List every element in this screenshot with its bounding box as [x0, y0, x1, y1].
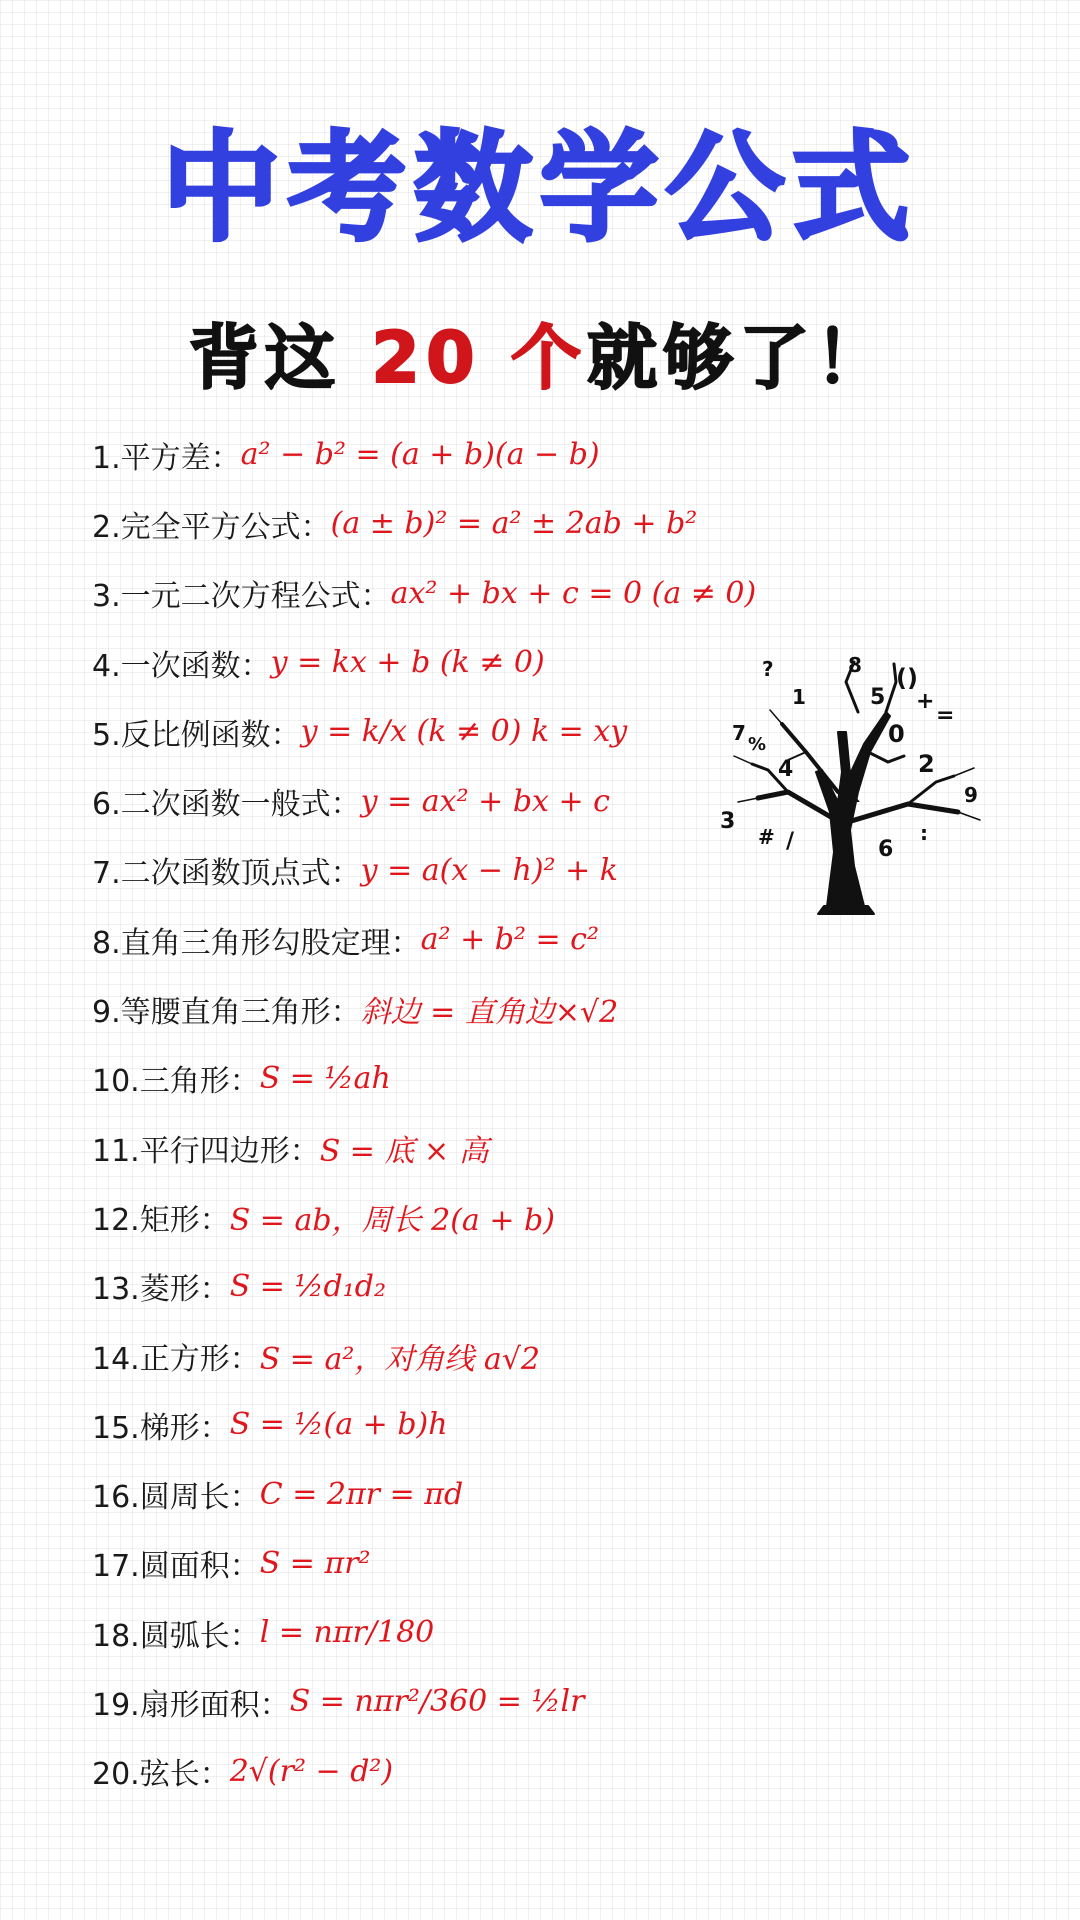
symbol-colon: :: [920, 821, 928, 845]
formula-expression: S = a²，对角线 a√2: [259, 1341, 541, 1377]
formula-expression: S = ab，周长 2(a + b): [229, 1202, 555, 1238]
formula-item: [92, 1252, 992, 1321]
formula-label: 3.一元二次方程公式：: [92, 579, 391, 615]
page-subtitle: [0, 318, 1080, 398]
formula-expression: (a ± b)² = a² ± 2ab + b²: [330, 506, 698, 542]
symbol-equals: =: [936, 703, 955, 728]
symbol-plus: +: [916, 689, 935, 714]
formula-item: [92, 1113, 992, 1182]
symbol-8: 8: [848, 653, 862, 677]
symbol-5: 5: [870, 685, 886, 710]
math-tree-icon: [718, 652, 988, 922]
symbol-2: 2: [918, 750, 935, 778]
formula-expression: C = 2πr = πd: [259, 1476, 464, 1512]
formula-item: [92, 1459, 992, 1528]
formula-item: [92, 1529, 992, 1598]
formula-item: [92, 1044, 992, 1113]
formula-expression: a² − b² = (a + b)(a − b): [240, 437, 600, 473]
formula-label: 11.平行四边形：: [92, 1133, 320, 1169]
symbol-0: 0: [888, 720, 905, 748]
formula-label: 20.弦长：: [92, 1757, 230, 1793]
formula-item: [92, 1667, 992, 1736]
formula-label: 6.二次函数一般式：: [92, 787, 361, 823]
formula-expression: y = k/x (k ≠ 0) k = xy: [300, 714, 628, 750]
formula-expression: l = nπr/180: [259, 1615, 435, 1651]
formula-expression: S = nπr²/360 = ½lr: [289, 1684, 585, 1720]
formula-item: [92, 420, 992, 489]
formula-item: [92, 1737, 992, 1806]
symbol-question: ?: [762, 657, 774, 681]
formula-expression: y = a(x − h)² + k: [360, 852, 618, 888]
page-title: 中考数学公式: [161, 119, 918, 257]
formula-expression: a² + b² = c²: [420, 922, 600, 958]
symbol-7: 7: [732, 721, 746, 745]
formula-item: [92, 559, 992, 628]
formula-expression: 2√(r² − d²): [229, 1753, 394, 1789]
symbol-slash: /: [786, 829, 795, 854]
formula-item: [92, 1182, 992, 1251]
formula-expression: S = 底 × 高: [319, 1133, 489, 1169]
formula-item: [92, 1321, 992, 1390]
symbol-1: 1: [792, 685, 806, 709]
formula-item: [92, 1390, 992, 1459]
formula-label: 19.扇形面积：: [92, 1687, 290, 1723]
symbol-percent: %: [748, 734, 767, 755]
formula-expression: S = πr²: [259, 1545, 371, 1581]
formula-label: 4.一次函数：: [92, 648, 271, 684]
formula-item: [92, 1598, 992, 1667]
subtitle-prefix: 背这: [188, 317, 372, 399]
symbol-x: x: [846, 783, 861, 808]
formula-label: 9.等腰直角三角形：: [92, 995, 361, 1031]
formula-label: 1.平方差：: [92, 440, 241, 476]
formula-label: 12.矩形：: [92, 1202, 230, 1238]
symbol-6: 6: [878, 837, 894, 862]
formula-expression: 斜边 = 直角边×√2: [360, 995, 619, 1031]
formula-list: [92, 420, 992, 1806]
subtitle-highlight: 20 个: [371, 317, 588, 399]
formula-label: 15.梯形：: [92, 1410, 230, 1446]
formula-label: 14.正方形：: [92, 1341, 260, 1377]
formula-label: 18.圆弧长：: [92, 1618, 260, 1654]
symbol-3: 3: [720, 809, 736, 834]
formula-expression: y = kx + b (k ≠ 0): [270, 645, 545, 681]
formula-item: [92, 489, 992, 558]
formula-expression: ax² + bx + c = 0 (a ≠ 0): [390, 575, 757, 611]
formula-label: 2.完全平方公式：: [92, 509, 331, 545]
symbol-4: 4: [778, 757, 794, 782]
formula-expression: S = ½d₁d₂: [229, 1268, 387, 1304]
formula-expression: S = ½(a + b)h: [229, 1407, 448, 1443]
symbol-hash: #: [758, 825, 775, 849]
formula-label: 13.菱形：: [92, 1272, 230, 1308]
formula-expression: S = ½ah: [259, 1060, 391, 1096]
symbol-9: 9: [964, 783, 978, 807]
formula-label: 7.二次函数顶点式：: [92, 856, 361, 892]
formula-label: 5.反比例函数：: [92, 717, 301, 753]
formula-label: 10.三角形：: [92, 1064, 260, 1100]
formula-expression: y = ax² + bx + c: [360, 783, 610, 819]
formula-label: 17.圆面积：: [92, 1549, 260, 1585]
formula-label: 8.直角三角形勾股定理：: [92, 925, 421, 961]
subtitle-suffix: 就够了！: [587, 317, 892, 399]
formula-label: 16.圆周长：: [92, 1480, 260, 1516]
formula-item: [92, 974, 992, 1043]
symbol-parens: (): [896, 664, 918, 692]
